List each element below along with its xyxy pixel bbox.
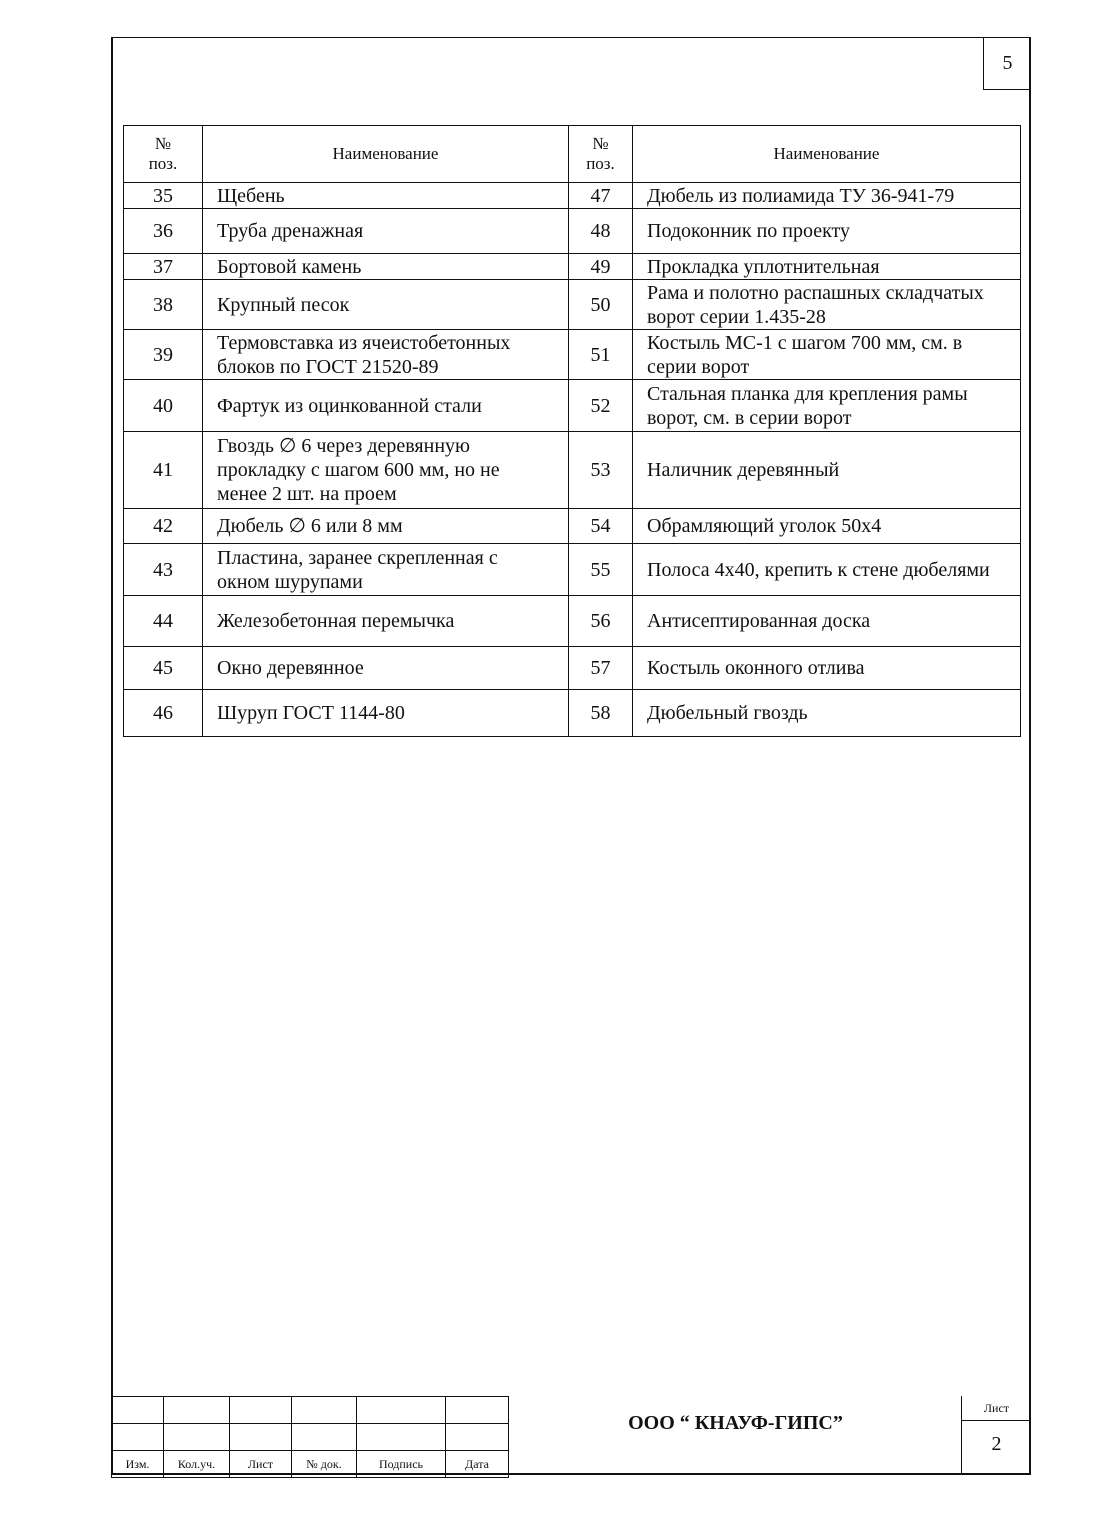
- table-row: [124, 596, 1021, 647]
- revision-row: [112, 1397, 509, 1424]
- name-header-right: Наименование: [633, 126, 1021, 183]
- label-signature: Подпись: [357, 1451, 446, 1478]
- right-pos: 54: [569, 509, 633, 544]
- right-name: Подоконник по проекту: [633, 209, 1021, 254]
- right-name: Полоса 4х40, крепить к стене дюбелями: [633, 544, 1021, 596]
- label-date: Дата: [446, 1451, 509, 1478]
- label-izm: Изм.: [112, 1451, 164, 1478]
- right-name: Антисептированная доска: [633, 596, 1021, 647]
- right-name: Костыль оконного отлива: [633, 647, 1021, 690]
- left-pos: 39: [124, 330, 203, 380]
- table-row: [124, 380, 1021, 432]
- table-header-row: [124, 126, 1021, 183]
- left-name: Железобетонная перемычка: [203, 596, 569, 647]
- right-name: Прокладка уплотнительная: [633, 254, 1021, 280]
- label-doc-number: № док.: [292, 1451, 357, 1478]
- right-pos: 47: [569, 183, 633, 209]
- right-name: Стальная планка для крепления рамы ворот, см. в серии ворот: [633, 380, 1021, 432]
- right-pos: 50: [569, 280, 633, 330]
- label-kol-uch: Кол.уч.: [164, 1451, 230, 1478]
- table-row: [124, 509, 1021, 544]
- pos-header-sign: №: [592, 134, 609, 153]
- right-name: Дюбель из полиамида ТУ 36-941-79: [633, 183, 1021, 209]
- pos-header-right: [569, 126, 633, 183]
- left-name: Термовставка из ячеистобетонных блоков по ГОСТ 21520-89: [203, 330, 569, 380]
- right-name: Рама и полотно распашных складчатых ворот серии 1.435-28: [633, 280, 1021, 330]
- right-pos: 52: [569, 380, 633, 432]
- right-pos: 49: [569, 254, 633, 280]
- sheet-number: 2: [991, 1433, 1002, 1455]
- left-pos: 43: [124, 544, 203, 596]
- table-row: [124, 690, 1021, 737]
- table-row: [124, 254, 1021, 280]
- right-pos: 48: [569, 209, 633, 254]
- pos-header-abbr: поз.: [148, 154, 178, 173]
- company-name: ООО “ КНАУФ-ГИПС”: [508, 1396, 962, 1475]
- left-pos: 45: [124, 647, 203, 690]
- right-pos: 56: [569, 596, 633, 647]
- table-row: [124, 330, 1021, 380]
- revision-row: [112, 1424, 509, 1451]
- table-row: [124, 432, 1021, 509]
- right-pos: 55: [569, 544, 633, 596]
- title-block: [111, 1396, 1031, 1475]
- right-name: Дюбельный гвоздь: [633, 690, 1021, 737]
- left-pos: 46: [124, 690, 203, 737]
- left-name: Фартук из оцинкованной стали: [203, 380, 569, 432]
- left-name: Труба дренажная: [203, 209, 569, 254]
- right-pos: 53: [569, 432, 633, 509]
- left-name: Окно деревянное: [203, 647, 569, 690]
- pos-header-sign: №: [154, 134, 172, 153]
- left-name: Щебень: [203, 183, 569, 209]
- left-pos: 41: [124, 432, 203, 509]
- left-name: Дюбель ∅ 6 или 8 мм: [203, 509, 569, 544]
- left-name: Пластина, заранее скрепленная с окном шурупами: [203, 544, 569, 596]
- table-row: [124, 209, 1021, 254]
- left-pos: 42: [124, 509, 203, 544]
- right-name: Костыль МС-1 с шагом 700 мм, см. в серии ворот: [633, 330, 1021, 380]
- table-row: [124, 647, 1021, 690]
- pos-header-left: [124, 126, 203, 183]
- right-name: Наличник деревянный: [633, 432, 1021, 509]
- left-pos: 44: [124, 596, 203, 647]
- revision-labels: [112, 1451, 509, 1478]
- left-name: Бортовой камень: [203, 254, 569, 280]
- specification-table: [123, 125, 1021, 737]
- left-name: Шуруп ГОСТ 1144-80: [203, 690, 569, 737]
- left-pos: 36: [124, 209, 203, 254]
- right-name: Обрамляющий уголок 50х4: [633, 509, 1021, 544]
- name-header-left: Наименование: [203, 126, 569, 183]
- left-pos: 38: [124, 280, 203, 330]
- left-pos: 40: [124, 380, 203, 432]
- revision-grid: [111, 1396, 509, 1478]
- left-pos: 37: [124, 254, 203, 280]
- left-name: Крупный песок: [203, 280, 569, 330]
- label-list: Лист: [230, 1451, 292, 1478]
- right-pos: 58: [569, 690, 633, 737]
- right-pos: 57: [569, 647, 633, 690]
- page-number: 5: [983, 37, 1031, 90]
- sheet-box: [961, 1396, 1031, 1475]
- sheet-label: Лист: [962, 1396, 1031, 1421]
- right-pos: 51: [569, 330, 633, 380]
- table-row: [124, 183, 1021, 209]
- pos-header-abbr: поз.: [586, 154, 615, 173]
- table-row: [124, 544, 1021, 596]
- left-pos: 35: [124, 183, 203, 209]
- left-name: Гвоздь ∅ 6 через деревянную прокладку с шагом 600 мм, но не менее 2 шт. на проем: [203, 432, 569, 509]
- table-row: [124, 280, 1021, 330]
